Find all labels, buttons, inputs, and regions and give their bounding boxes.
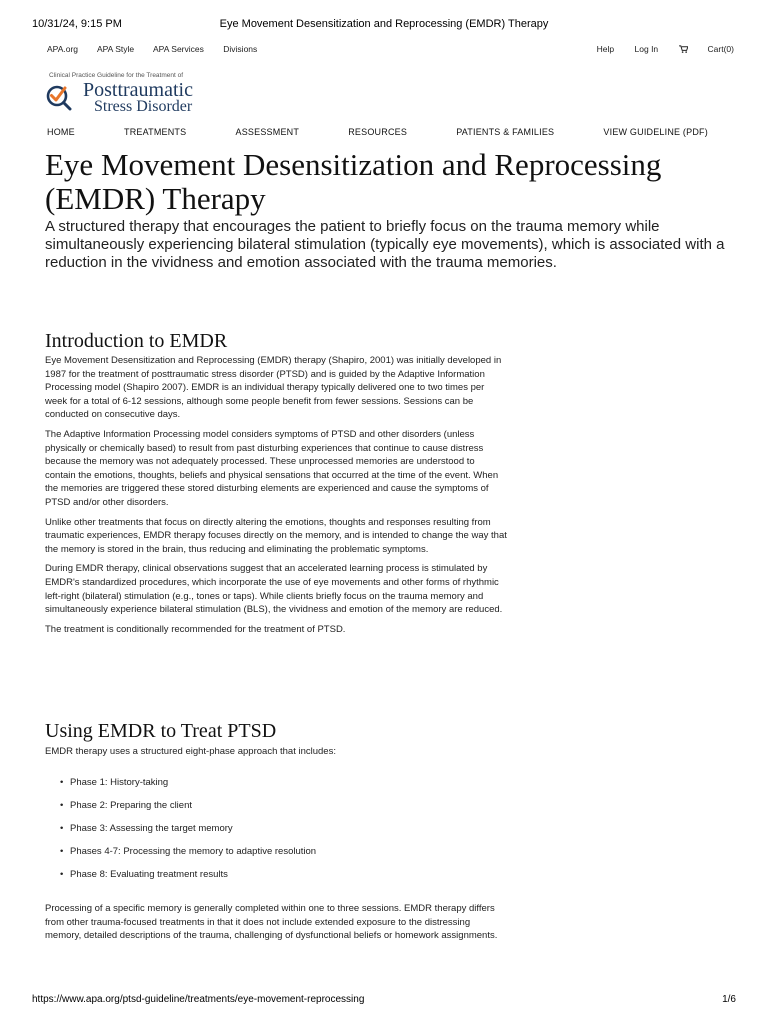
print-title: Eye Movement Desensitization and Reprocessing (EMDR) Therapy bbox=[219, 18, 549, 30]
phase-list bbox=[60, 776, 480, 891]
utility-nav bbox=[47, 44, 734, 58]
list-item: • Phase 3: Assessing the target memory bbox=[60, 822, 480, 845]
utility-link-divisions[interactable]: Divisions bbox=[223, 44, 258, 54]
print-page-number: 1/6 bbox=[722, 994, 736, 1005]
page-lede: A structured therapy that encourages the patient to briefly focus on the trauma memory while simultaneously experiencing bilateral stimulation (typically eye movements), which is associated with a reduction in the vividness and emotion associated with the trauma memories. bbox=[45, 218, 725, 271]
cart-label: Cart(0) bbox=[707, 44, 734, 54]
nav-patients-families[interactable]: PATIENTS & FAMILIES bbox=[456, 127, 555, 137]
logo-line1: Posttraumatic bbox=[83, 79, 193, 101]
intro-paragraph: During EMDR therapy, clinical observations suggest that an accelerated learning process is stimulated by EMDR's standardized procedures, which incorporate the use of eye movements and other forms of rhythmic left-right (bilateral) stimulation (e.g., tones or taps). While clients briefly focus on the trauma memory and simultaneously experience bilateral stimulation (BLS), the vividness and emotion of the memory are reduced. bbox=[45, 563, 503, 616]
site-logo[interactable] bbox=[46, 72, 246, 118]
list-item: • Phase 1: History-taking bbox=[60, 776, 480, 799]
intro-heading: Introduction to EMDR bbox=[45, 330, 228, 352]
list-item: • Phase 2: Preparing the client bbox=[60, 799, 480, 822]
utility-link-apa-style[interactable]: APA Style bbox=[96, 44, 135, 54]
nav-treatments[interactable]: TREATMENTS bbox=[124, 127, 187, 137]
list-item: • Phases 4-7: Processing the memory to adaptive resolution bbox=[60, 845, 480, 868]
logo-tagline: Clinical Practice Guideline for the Treatment of bbox=[49, 72, 184, 79]
utility-link-apa-org[interactable]: APA.org bbox=[47, 44, 79, 54]
logo-line2: Stress Disorder bbox=[94, 98, 193, 115]
intro-paragraph: Eye Movement Desensitization and Reprocessing (EMDR) therapy (Shapiro, 2001) was initially developed in 1987 for the treatment of posttraumatic stress disorder (PTSD) and is guided by the Adaptive Information Processing model (Shapiro 2007). EMDR is an individual therapy typically delivered one to two times per week for a total of 6-12 sessions, although some people benefit from fewer sessions. Sessions can be conducted on consecutive days. bbox=[45, 355, 502, 421]
nav-home[interactable]: HOME bbox=[47, 127, 75, 137]
print-header bbox=[32, 18, 736, 32]
cart-icon bbox=[679, 45, 688, 53]
print-url: https://www.apa.org/ptsd-guideline/treatments/eye-movement-reprocessing bbox=[32, 994, 365, 1005]
using-closing: Processing of a specific memory is generally completed within one to three sessions. EMDR therapy differs from other trauma-focused treatments in that it does not include extended exposure to the distressing memory, detailed descriptions of the trauma, challenging of dysfunctional beliefs or homework assignments. bbox=[45, 903, 498, 942]
using-intro: EMDR therapy uses a structured eight-phase approach that includes: bbox=[45, 746, 336, 757]
list-item: • Phase 8: Evaluating treatment results bbox=[60, 868, 480, 891]
nav-resources[interactable]: RESOURCES bbox=[348, 127, 408, 137]
utility-link-apa-services[interactable]: APA Services bbox=[153, 44, 204, 54]
help-link[interactable]: Help bbox=[596, 44, 615, 54]
cart-link[interactable] bbox=[679, 44, 734, 54]
page-title: Eye Movement Desensitization and Reprocessing (EMDR) Therapy bbox=[45, 147, 662, 216]
intro-paragraph: The Adaptive Information Processing model considers symptoms of PTSD and other disorders (unless physically or chemically based) to result from past disturbing experiences that continue to cause distress because the memory was not adequately processed. These unprocessed memories are understood to contain the emotions, thoughts, beliefs and physical sensations that occurred at the time of the event. When the memories are triggered these stored disturbing elements are experienced and cause the symptoms of PTSD and/or other disorders. bbox=[45, 428, 499, 508]
login-link[interactable]: Log In bbox=[634, 44, 659, 54]
intro-body bbox=[45, 354, 507, 642]
intro-paragraph: Unlike other treatments that focus on directly altering the emotions, thoughts and responses resulting from traumatic experiences, EMDR therapy focuses directly on the memory, and is intended to change the way that the memory is stored in the brain, thus reducing and eliminating the problematic symptoms. bbox=[45, 516, 507, 555]
intro-paragraph: The treatment is conditionally recommended for the treatment of PTSD. bbox=[45, 623, 346, 635]
nav-view-guideline[interactable]: VIEW GUIDELINE (PDF) bbox=[603, 127, 708, 137]
checkmark-magnifier-icon bbox=[46, 83, 72, 111]
main-nav bbox=[47, 127, 708, 141]
print-datetime: 10/31/24, 9:15 PM bbox=[32, 18, 122, 30]
using-heading: Using EMDR to Treat PTSD bbox=[45, 720, 277, 742]
print-footer bbox=[32, 994, 736, 1008]
nav-assessment[interactable]: ASSESSMENT bbox=[235, 127, 300, 137]
